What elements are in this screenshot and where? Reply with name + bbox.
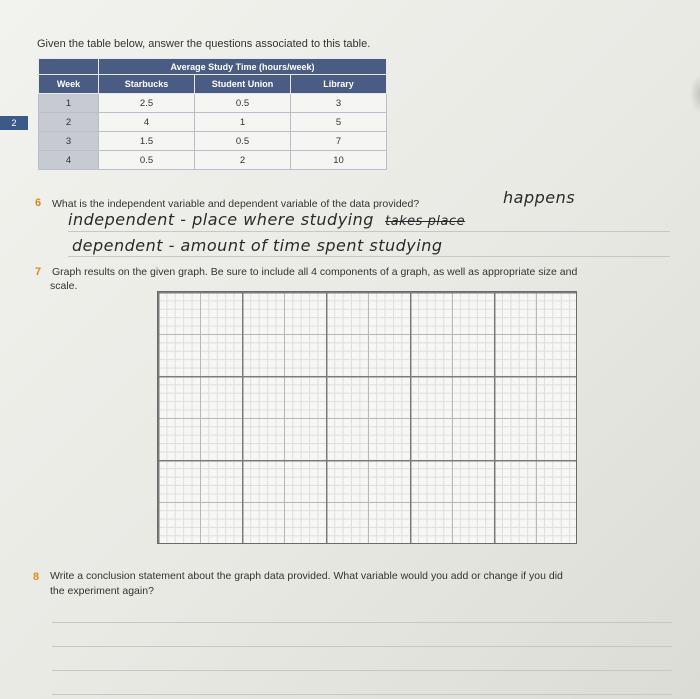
q8-number: 8 (33, 571, 40, 583)
study-time-table (38, 58, 386, 170)
col-header-starbucks: Starbucks (99, 75, 195, 94)
group-header: Average Study Time (hours/week) (99, 59, 387, 75)
col-header-library: Library (291, 75, 387, 94)
q7-text-cont: scale. (50, 280, 78, 292)
q6-answer-line1 (68, 210, 465, 229)
answer-rule (52, 670, 672, 671)
q6-answer-line2: dependent - amount of time spent studying (72, 236, 443, 255)
col-header-week: Week (39, 75, 99, 94)
q8-text: Write a conclusion statement about the graph data provided. What variable would you add or change if you did (50, 570, 563, 582)
answer-rule (68, 256, 670, 257)
cell-week: 3 (39, 132, 99, 151)
table-row (39, 113, 387, 132)
answer-rule (52, 694, 672, 695)
side-marker: 2 (0, 116, 28, 130)
cell-value: 0.5 (195, 132, 291, 151)
q8-text-cont: the experiment again? (50, 585, 154, 597)
q6-answer-happens: happens (503, 188, 576, 207)
answer-rule (68, 231, 670, 232)
answer-independent: independent - place where studying (68, 210, 374, 229)
cell-week: 1 (39, 94, 99, 113)
page-edge-shadow (690, 74, 700, 114)
cell-value: 5 (291, 113, 387, 132)
cell-value: 10 (291, 151, 387, 170)
q6-text: What is the independent variable and dependent variable of the data provided? (52, 198, 420, 210)
answer-rule (52, 622, 672, 623)
cell-value: 2.5 (99, 94, 195, 113)
cell-week: 2 (39, 113, 99, 132)
intro-text: Given the table below, answer the questions associated to this table. (37, 38, 371, 50)
graph-paper-grid (157, 291, 577, 544)
cell-value: 4 (99, 113, 195, 132)
cell-value: 0.5 (195, 94, 291, 113)
answer-struck-text: takes place (385, 214, 466, 229)
table-row (39, 151, 387, 170)
table-row (39, 94, 387, 113)
empty-corner (39, 59, 99, 75)
cell-value: 1.5 (99, 132, 195, 151)
cell-value: 1 (195, 113, 291, 132)
cell-week: 4 (39, 151, 99, 170)
cell-value: 2 (195, 151, 291, 170)
cell-value: 3 (291, 94, 387, 113)
table-row (39, 132, 387, 151)
col-header-student-union: Student Union (195, 75, 291, 94)
q7-number: 7 (35, 266, 42, 278)
q6-number: 6 (35, 197, 42, 209)
q7-text: Graph results on the given graph. Be sure to include all 4 components of a graph, as well as appropriate size and (52, 266, 578, 278)
cell-value: 7 (291, 132, 387, 151)
cell-value: 0.5 (99, 151, 195, 170)
answer-rule (52, 646, 672, 647)
